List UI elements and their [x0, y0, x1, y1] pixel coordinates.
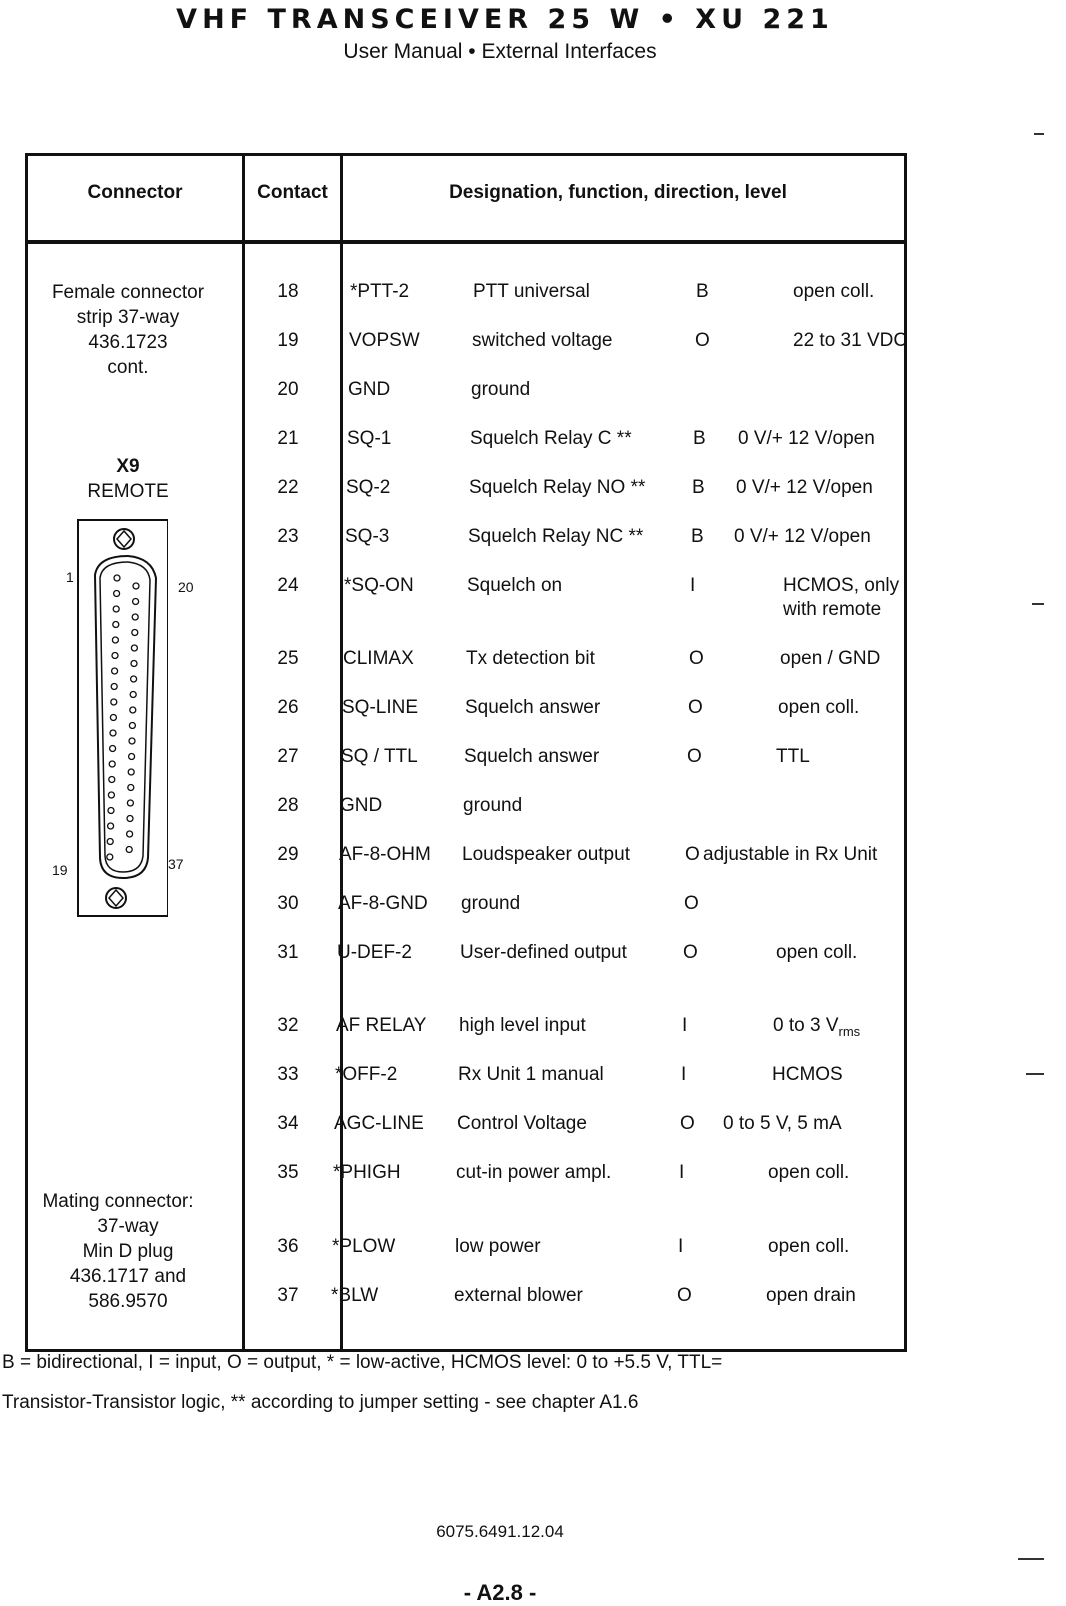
- signal-function: ground: [463, 795, 523, 816]
- connector-info-line: strip 37-way: [76, 307, 180, 328]
- connector-pin: [113, 622, 119, 628]
- signal-function: Squelch Relay NC **: [468, 526, 644, 547]
- connector-pin: [110, 730, 116, 736]
- signal-name: AF RELAY: [336, 1015, 427, 1036]
- connector-pin: [111, 699, 117, 705]
- signal-direction: O: [689, 648, 704, 669]
- signal-direction: O: [687, 746, 702, 767]
- connector-pin: [112, 653, 118, 659]
- connector-pin: [131, 676, 137, 682]
- document-number: 6075.6491.12.04: [436, 1522, 564, 1541]
- connector-pin: [129, 738, 135, 744]
- signal-name: AGC-LINE: [334, 1113, 424, 1134]
- contact-number: 24: [277, 575, 299, 596]
- signal-level: TTL: [776, 746, 810, 767]
- signal-level: open coll.: [778, 697, 860, 718]
- connector-pin: [108, 823, 114, 829]
- contact-number: 22: [277, 477, 299, 498]
- signal-level-value: 0 to 3 V: [773, 1015, 839, 1036]
- signal-name: *BLW: [331, 1285, 379, 1306]
- signal-direction: B: [692, 477, 705, 498]
- connector-info-line: 436.1723: [88, 332, 168, 353]
- pin-label-1: 1: [66, 569, 74, 585]
- connector-pin: [127, 800, 133, 806]
- connector-pin: [111, 684, 117, 690]
- remote-label: REMOTE: [87, 481, 169, 502]
- connector-pin: [133, 599, 139, 605]
- column-header-connector: Connector: [87, 182, 183, 203]
- signal-direction: O: [683, 942, 698, 963]
- signal-level: HCMOS: [772, 1064, 843, 1085]
- signal-direction: O: [688, 697, 703, 718]
- contact-number: 31: [277, 942, 299, 963]
- connector-pin: [109, 761, 115, 767]
- signal-function: external blower: [454, 1285, 583, 1306]
- signal-function: switched voltage: [472, 330, 613, 351]
- connector-pin: [112, 637, 118, 643]
- connector-pin: [114, 575, 120, 581]
- pin-label-20: 20: [178, 579, 194, 595]
- mating-info-line: 436.1717 and: [69, 1266, 187, 1287]
- signal-function: low power: [455, 1236, 541, 1257]
- signal-function: ground: [471, 379, 531, 400]
- contact-number: 19: [277, 330, 299, 351]
- signal-level: HCMOS, only: [783, 575, 900, 596]
- contact-number: 29: [277, 844, 299, 865]
- pin-label-19: 19: [52, 862, 68, 878]
- signal-function: Control Voltage: [457, 1113, 587, 1134]
- contact-number: 28: [277, 795, 299, 816]
- scan-mark: [1018, 1558, 1044, 1560]
- signal-level: open coll.: [776, 942, 858, 963]
- connector-pin: [129, 723, 135, 729]
- signal-direction: I: [679, 1162, 685, 1183]
- signal-function: cut-in power ampl.: [456, 1162, 612, 1183]
- pin-label-37: 37: [168, 856, 184, 872]
- connector-pin: [132, 614, 138, 620]
- signal-direction: I: [681, 1064, 687, 1085]
- signal-direction: O: [684, 893, 699, 914]
- signal-function: Squelch Relay C **: [470, 428, 632, 449]
- signal-level: adjustable in Rx Unit: [703, 844, 878, 865]
- contact-number: 33: [277, 1064, 299, 1085]
- signal-function: Squelch Relay NO **: [469, 477, 646, 498]
- connector-pin: [126, 847, 132, 853]
- connector-pin: [108, 792, 114, 798]
- scan-mark: [1032, 603, 1044, 605]
- connector-pin: [108, 808, 114, 814]
- contact-number: 37: [277, 1285, 299, 1306]
- signal-name: SQ-1: [347, 428, 392, 449]
- connector-pin: [131, 661, 137, 667]
- connector-pin: [129, 754, 135, 760]
- signal-level: open / GND: [780, 648, 881, 669]
- contact-number: 21: [277, 428, 299, 449]
- signal-level: 22 to 31 VDC: [793, 330, 908, 351]
- signal-level-continued: with remote: [783, 599, 882, 620]
- dsub-connector-icon: [68, 518, 168, 918]
- mating-info-line: 586.9570: [88, 1291, 168, 1312]
- signal-name: AF-8-GND: [338, 893, 428, 914]
- connector-pin: [128, 769, 134, 775]
- contact-number: 26: [277, 697, 299, 718]
- signal-function: Rx Unit 1 manual: [458, 1064, 604, 1085]
- connector-pin: [114, 591, 120, 597]
- signal-direction: B: [693, 428, 706, 449]
- signal-direction: I: [678, 1236, 684, 1257]
- signal-level: 0 V/+ 12 V/open: [736, 477, 873, 498]
- dsub-37-connector-diagram: [68, 518, 168, 923]
- connector-pin: [110, 715, 116, 721]
- signal-function: ground: [461, 893, 521, 914]
- signal-direction: B: [696, 281, 709, 302]
- contact-number: 30: [277, 893, 299, 914]
- mating-info-line: Min D plug: [82, 1241, 174, 1262]
- signal-name: SQ-2: [346, 477, 391, 498]
- document-title: VHF TRANSCEIVER 25 W • XU 221: [176, 4, 834, 35]
- signal-name: GND: [340, 795, 383, 816]
- signal-direction: O: [685, 844, 700, 865]
- document-subtitle: User Manual • External Interfaces: [343, 40, 657, 63]
- signal-name: CLIMAX: [343, 648, 414, 669]
- signal-direction: O: [695, 330, 710, 351]
- contact-number: 27: [277, 746, 299, 767]
- contact-number: 18: [277, 281, 299, 302]
- connector-info-line: cont.: [107, 357, 149, 378]
- signal-level: 0 V/+ 12 V/open: [734, 526, 871, 547]
- signal-direction: I: [682, 1015, 688, 1036]
- signal-function: Squelch answer: [465, 697, 601, 718]
- signal-function: high level input: [459, 1015, 586, 1036]
- signal-level: open coll.: [768, 1162, 850, 1183]
- signal-name: SQ-3: [345, 526, 390, 547]
- contact-number: 34: [277, 1113, 299, 1134]
- signal-level: 0 to 5 V, 5 mA: [723, 1113, 842, 1134]
- scan-mark: [1034, 133, 1044, 135]
- signal-function: Loudspeaker output: [462, 844, 630, 865]
- connector-pin: [128, 785, 134, 791]
- signal-level: open coll.: [768, 1236, 850, 1257]
- page-number: - A2.8 -: [463, 1580, 537, 1605]
- signal-name: U-DEF-2: [337, 942, 412, 963]
- signal-function: Tx detection bit: [466, 648, 595, 669]
- signal-level: [773, 1015, 860, 1039]
- contact-number: 23: [277, 526, 299, 547]
- connector-pin: [112, 668, 118, 674]
- column-header-designation: Designation, function, direction, level: [449, 182, 787, 203]
- signal-name: GND: [348, 379, 391, 400]
- connector-pin: [133, 583, 139, 589]
- signal-name: *PTT-2: [350, 281, 410, 302]
- connector-pin: [107, 854, 113, 860]
- legend-line-1: B = bidirectional, I = input, O = output, * = low-active, HCMOS level: 0 to +5.5 V, TTL=: [2, 1352, 723, 1373]
- contact-number: 25: [277, 648, 299, 669]
- signal-name: *PHIGH: [333, 1162, 401, 1183]
- signal-direction: B: [691, 526, 704, 547]
- contact-number: 32: [277, 1015, 299, 1036]
- signal-level: open drain: [766, 1285, 856, 1306]
- signal-direction: I: [690, 575, 696, 596]
- signal-function: PTT universal: [473, 281, 590, 302]
- signal-level: 0 V/+ 12 V/open: [738, 428, 875, 449]
- column-divider: [242, 156, 245, 1349]
- column-header-contact: Contact: [257, 182, 328, 203]
- signal-name: VOPSW: [349, 330, 420, 351]
- signal-level: open coll.: [793, 281, 875, 302]
- connector-info-line: Female connector: [51, 282, 205, 303]
- connector-pin: [130, 692, 136, 698]
- mating-info-line: 37-way: [97, 1216, 159, 1237]
- contact-number: 36: [277, 1236, 299, 1257]
- contact-number: 20: [277, 379, 299, 400]
- header-divider: [28, 240, 904, 244]
- contact-number: 35: [277, 1162, 299, 1183]
- connector-pin: [113, 606, 119, 612]
- scan-mark: [1026, 1073, 1044, 1075]
- signal-name: SQ / TTL: [341, 746, 418, 767]
- connector-pin: [131, 645, 137, 651]
- signal-name: *OFF-2: [335, 1064, 398, 1085]
- connector-pin: [110, 746, 116, 752]
- connector-pin: [127, 831, 133, 837]
- signal-function: User-defined output: [460, 942, 627, 963]
- signal-name: AF-8-OHM: [339, 844, 431, 865]
- connector-pin: [130, 707, 136, 713]
- x9-label: X9: [116, 456, 140, 477]
- connector-pin: [132, 630, 138, 636]
- connector-pin: [109, 777, 115, 783]
- signal-name: *SQ-ON: [344, 575, 414, 596]
- signal-function: Squelch on: [467, 575, 563, 596]
- signal-name: *PLOW: [332, 1236, 396, 1257]
- signal-direction: O: [677, 1285, 692, 1306]
- signal-name: SQ-LINE: [342, 697, 419, 718]
- connector-pin: [127, 816, 133, 822]
- interface-table: [25, 153, 907, 1352]
- connector-pin: [107, 839, 113, 845]
- mating-info-line: Mating connector:: [42, 1191, 194, 1212]
- signal-function: Squelch answer: [464, 746, 600, 767]
- signal-direction: O: [680, 1113, 695, 1134]
- signal-level-subscript: rms: [838, 1023, 861, 1039]
- legend-line-2: Transistor-Transistor logic, ** according to jumper setting - see chapter A1.6: [2, 1392, 639, 1413]
